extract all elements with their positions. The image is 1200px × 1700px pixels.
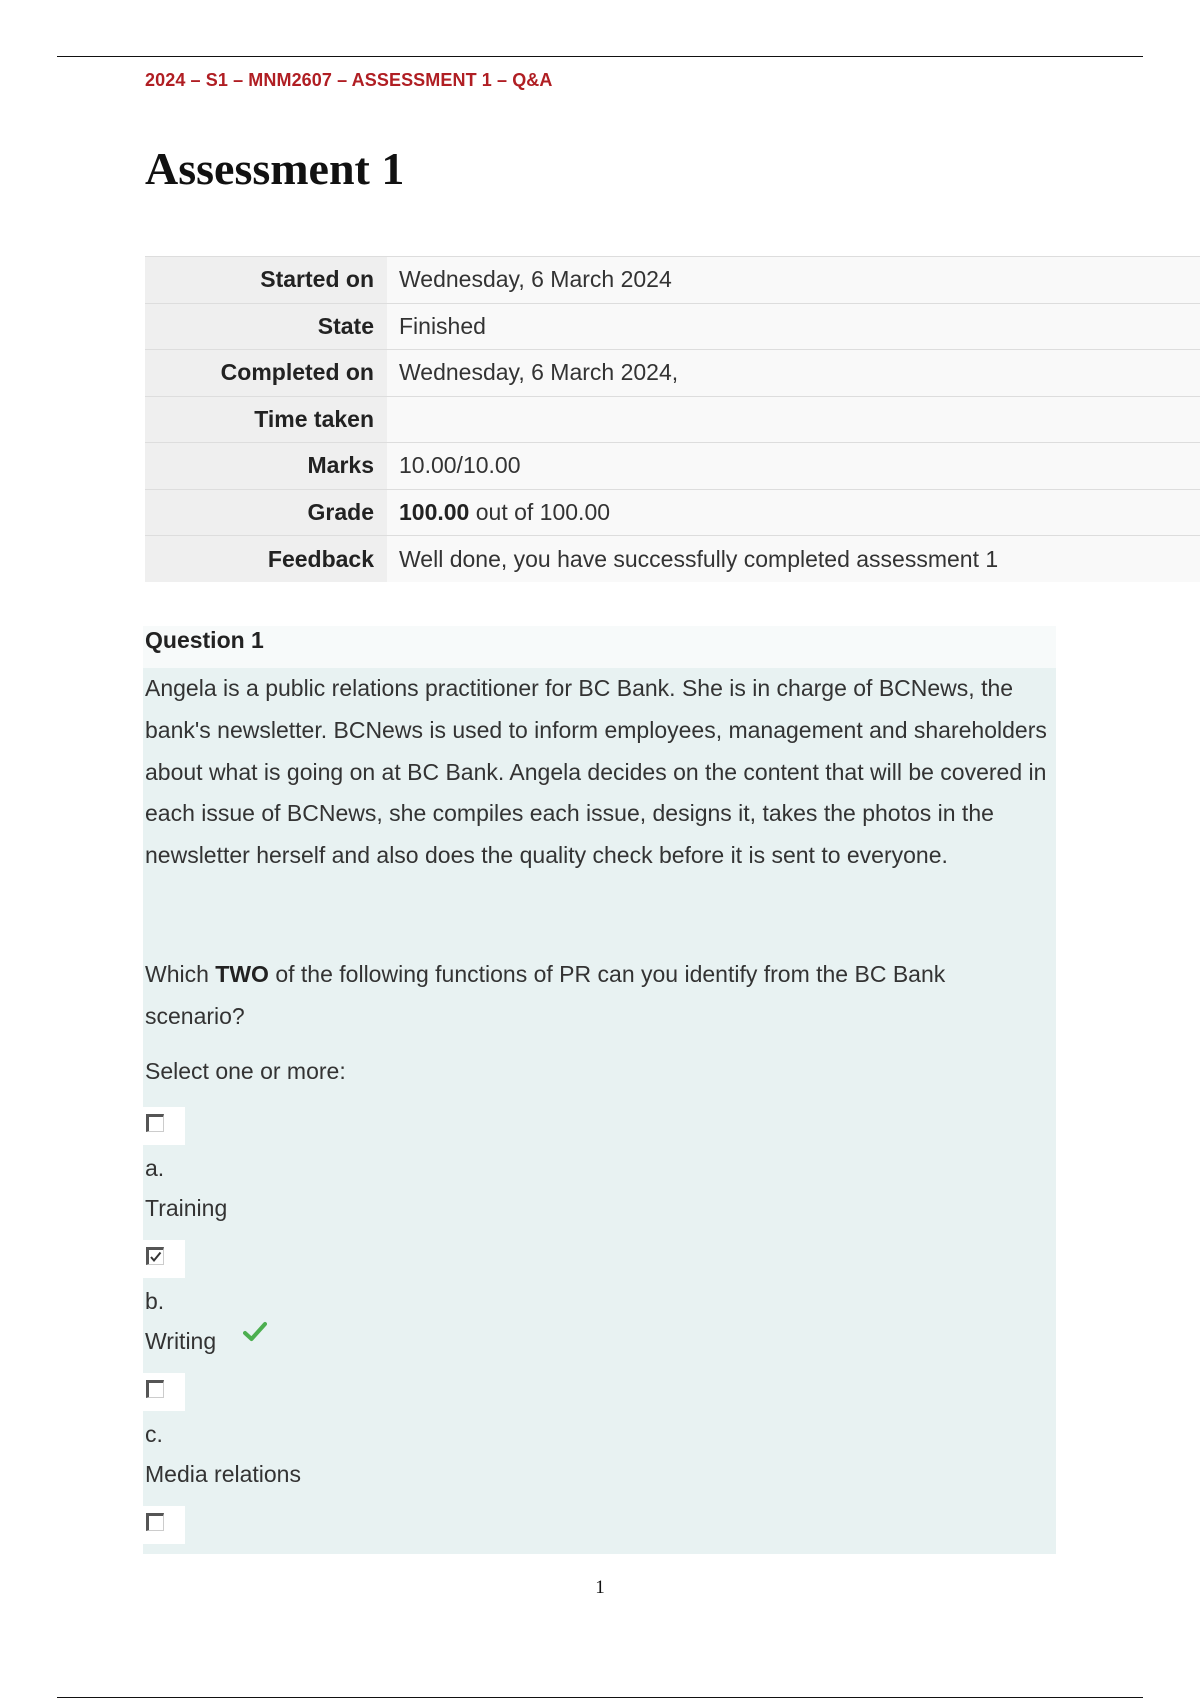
prompt-start: Which [145,961,216,987]
question-number: Question 1 [145,627,264,653]
checkbox-container [143,1107,185,1145]
option-b-checkbox[interactable] [146,1247,164,1265]
summary-row-started-on [145,257,1200,304]
option-label: Media relations [145,1461,301,1487]
bottom-rule [57,1697,1143,1698]
checkbox-container [143,1373,185,1411]
summary-value [387,489,1200,536]
summary-value: Wednesday, 6 March 2024 [387,257,1200,304]
summary-value: Finished [387,303,1200,350]
question-header [143,626,1056,668]
checkbox-container [143,1506,185,1544]
summary-label: Time taken [145,396,387,443]
prompt-emphasis: TWO [215,961,269,987]
page-title: Assessment 1 [145,143,405,194]
summary-value: Wednesday, 6 March 2024, [387,350,1200,397]
option-letter: c. [145,1421,163,1447]
summary-row-time-taken [145,396,1200,443]
option-label: Writing [145,1328,217,1354]
option-letter: b. [145,1288,165,1314]
attempt-summary-table [145,256,1200,582]
option-a-checkbox[interactable] [146,1114,164,1132]
question-body [143,668,1056,1554]
grade-out-of: out of 100.00 [469,498,611,525]
summary-label: Grade [145,489,387,536]
select-hint: Select one or more: [145,1058,346,1084]
grade-score: 100.00 [399,498,470,525]
option-label: Training [145,1195,228,1221]
summary-label: Completed on [145,350,387,397]
question-prompt [145,954,1050,1038]
summary-label: Feedback [145,536,387,583]
option-c-checkbox[interactable] [146,1380,164,1398]
page-number: 1 [595,1577,605,1598]
green-check-icon [243,1321,267,1343]
summary-row-completed-on [145,350,1200,397]
summary-row-grade [145,489,1200,536]
summary-row-state [145,303,1200,350]
summary-label: State [145,303,387,350]
summary-row-marks [145,443,1200,490]
checkbox-container [143,1240,185,1278]
summary-label: Started on [145,257,387,304]
summary-value [387,396,1200,443]
prompt-end: of the following functions of PR can you identify from the BC Bank scenario? [145,961,946,1029]
running-header: 2024 – S1 – MNM2607 – ASSESSMENT 1 – Q&A [145,70,553,90]
summary-row-feedback [145,536,1200,583]
option-letter: a. [145,1155,165,1181]
question-text: Angela is a public relations practitioner for BC Bank. She is in charge of BCNews, the bank's newsletter. BCNews is used to inform employees, management and shareholders about what is going on at BC Bank. Angela decides on the content that will be covered in each issue of BCNews, she compiles each issue, designs it, takes the photos in the newsletter herself and also does the quality check before it is sent to everyone. [145,675,1047,869]
checkbox-tick-icon [149,1250,163,1264]
summary-label: Marks [145,443,387,490]
option-d-checkbox[interactable] [146,1513,164,1531]
top-rule [57,56,1143,57]
summary-value: 10.00/10.00 [387,443,1200,490]
summary-value: Well done, you have successfully completed assessment 1 [387,536,1200,583]
